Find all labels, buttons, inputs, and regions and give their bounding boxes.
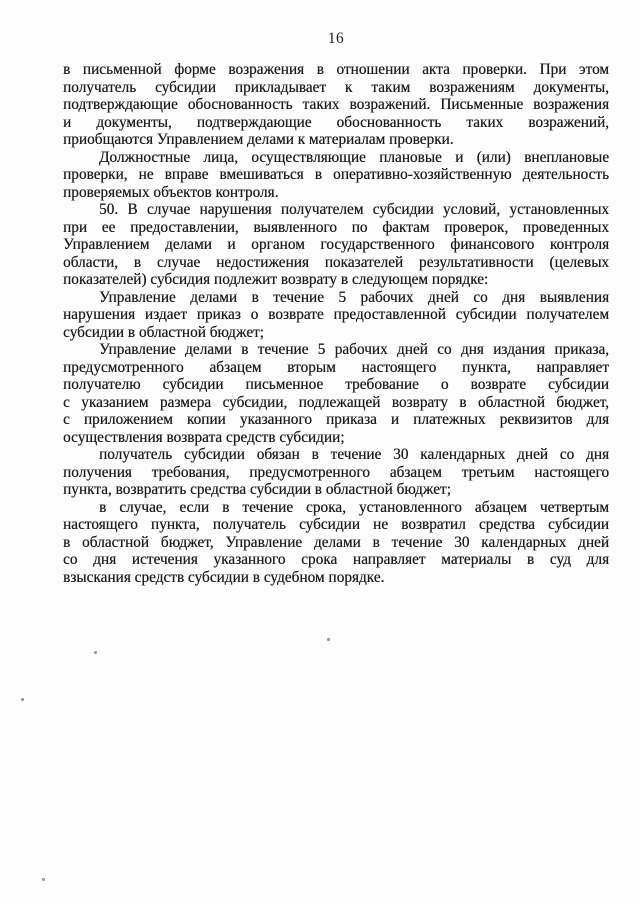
text-line: получатель субсидии прикладывает к таким возражениям документы, <box>63 78 609 96</box>
paragraph <box>63 201 609 289</box>
text-line: получения требования, предусмотренного абзацем третьим настоящего <box>63 463 609 481</box>
text-line: в письменной форме возражения в отношении акта проверки. При этом <box>63 61 609 78</box>
text-line: приобщаются Управлением делами к материалам проверки. <box>63 131 454 148</box>
text-line: 50. В случае нарушения получателем субсидии условий, установленных <box>99 201 609 218</box>
scan-speck <box>327 638 330 641</box>
text-line: проверяемых объектов контроля. <box>63 183 279 201</box>
text-line: настоящего пункта, получатель субсидии не возвратил средства субсидии <box>63 516 609 533</box>
text-line: получатель субсидии обязан в течение 30 календарных дней со дня <box>99 446 609 463</box>
text-line: взыскания средств субсидии в судебном порядке. <box>63 568 385 586</box>
text-line: и документы, подтверждающие обоснованность таких возражений, <box>63 113 609 131</box>
text-line: Должностные лица, осуществляющие плановые и (или) внеплановые <box>99 148 609 166</box>
text-line: проверки, не вправе вмешиваться в оперативно-хозяйственную деятельность <box>63 166 609 183</box>
text-line: области, в случае недостижения показателей результативности (целевых <box>63 253 609 271</box>
text-line: со дня истечения указанного срока направляет материалы в суд для <box>63 551 609 568</box>
scan-speck <box>94 651 97 654</box>
paragraph <box>63 149 609 202</box>
text-line: с указанием размера субсидии, подлежащей возврату в областной бюджет, <box>63 393 609 411</box>
text-line: осуществления возврата средств субсидии; <box>63 428 345 446</box>
page-number: 16 <box>327 30 345 47</box>
text-line: субсидии в областной бюджет; <box>63 323 264 341</box>
document-body <box>63 61 609 586</box>
paragraph <box>63 61 609 149</box>
text-line: Управление делами в течение 5 рабочих дней со дня издания приказа, <box>99 341 609 358</box>
text-line: в случае, если в течение срока, установленного абзацем четвертым <box>99 498 609 516</box>
text-line: в областной бюджет, Управление делами в течение 30 календарных дней <box>63 533 609 551</box>
text-line: предусмотренного абзацем вторым настоящего пункта, направляет <box>63 358 609 376</box>
text-line: получателю субсидии письменное требование о возврате субсидии <box>63 376 609 393</box>
paragraph <box>63 446 609 499</box>
text-line: с приложением копии указанного приказа и платежных реквизитов для <box>63 411 609 428</box>
scan-speck <box>21 698 24 701</box>
text-line: подтверждающие обоснованность таких возражений. Письменные возражения <box>63 96 609 113</box>
text-line: Управление делами в течение 5 рабочих дней со дня выявления <box>99 288 609 306</box>
paragraph <box>63 289 609 342</box>
text-line: Управлением делами и органом государственного финансового контроля <box>63 236 609 253</box>
scan-speck <box>42 878 45 881</box>
text-line: нарушения издает приказ о возврате предоставленной субсидии получателем <box>63 306 609 323</box>
text-line: при ее предоставлении, выявленного по фактам проверок, проведенных <box>63 218 609 236</box>
text-line: пункта, возвратить средства субсидии в областной бюджет; <box>63 481 451 498</box>
paragraph <box>63 341 609 446</box>
paragraph <box>63 499 609 587</box>
text-line: показателей) субсидия подлежит возврату в следующем порядке: <box>63 271 489 288</box>
